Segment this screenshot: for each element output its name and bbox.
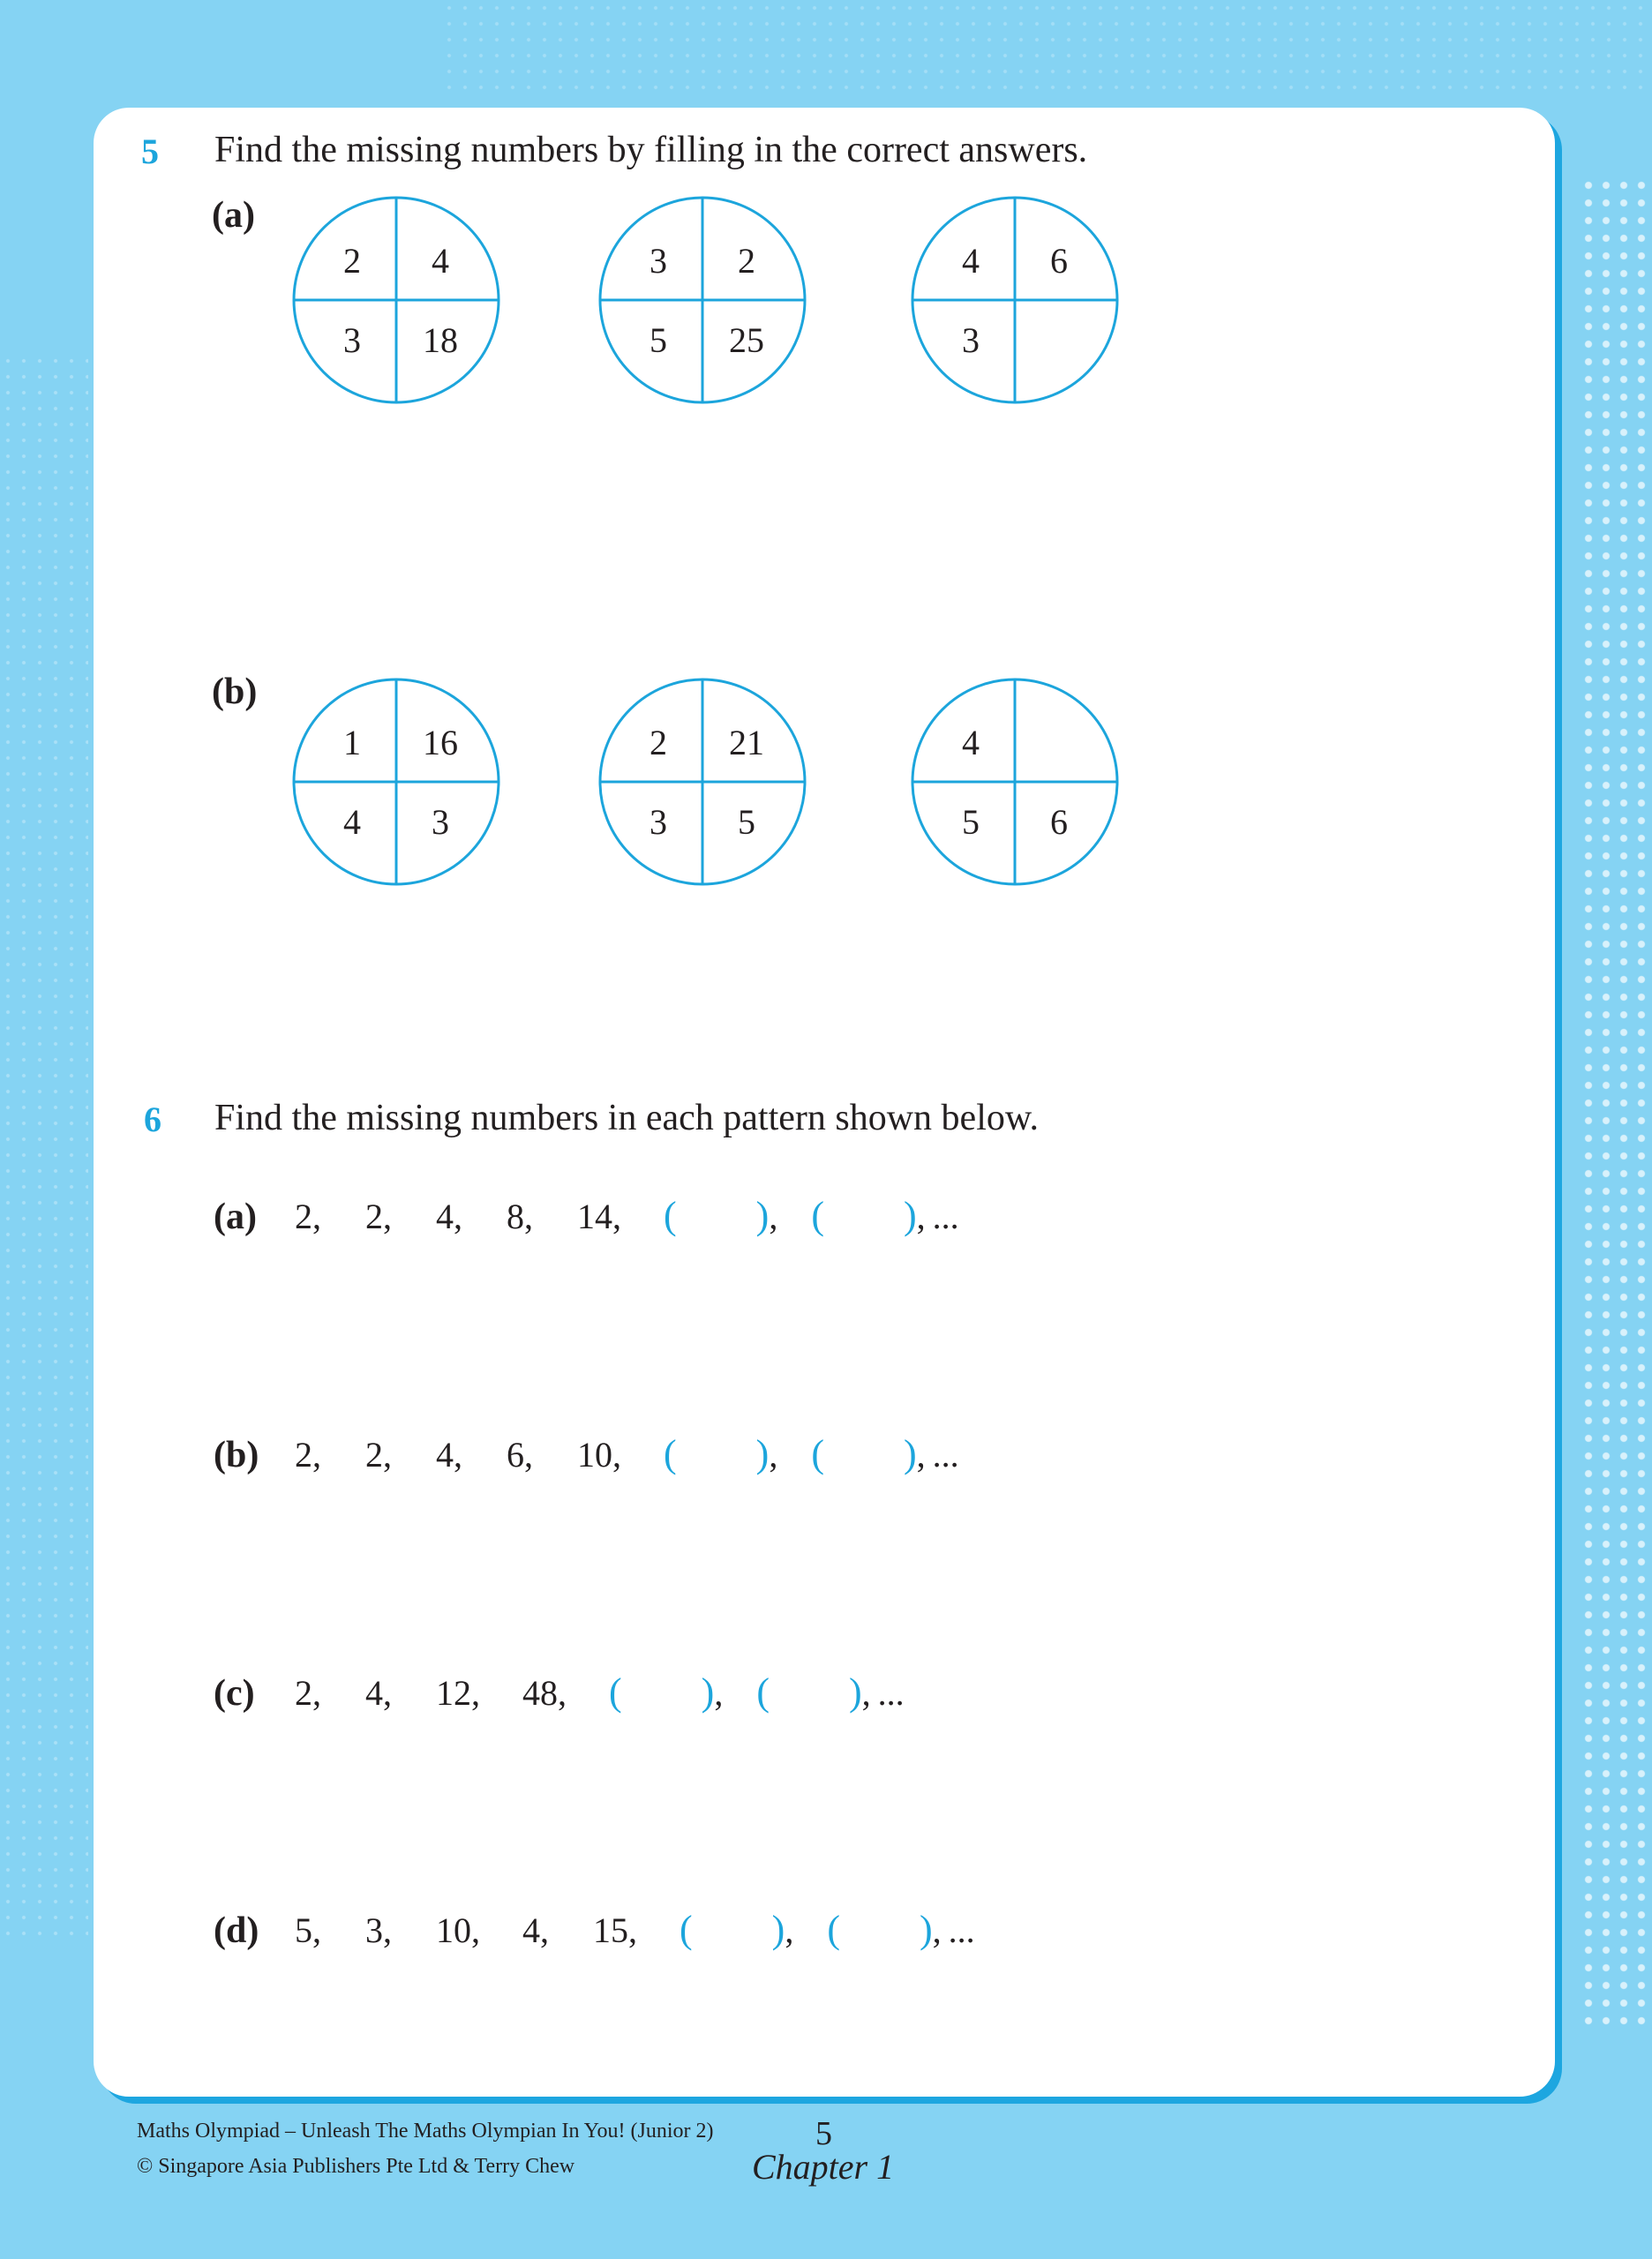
- question-5-number: 5: [141, 131, 159, 171]
- circle-outline: [911, 196, 1119, 404]
- circle-outline: [292, 678, 500, 886]
- pattern-term: 2,: [295, 1673, 321, 1713]
- close-paren: ): [848, 1670, 862, 1714]
- open-paren: (: [811, 1432, 824, 1475]
- pattern-term: 10,: [436, 1910, 480, 1950]
- circle-cell-bl: 4: [343, 802, 361, 842]
- open-paren: (: [609, 1670, 622, 1714]
- pattern-row: [214, 1431, 959, 1476]
- decorative-dots: [441, 0, 1652, 97]
- close-paren: ): [701, 1670, 715, 1714]
- open-paren: (: [756, 1670, 770, 1714]
- circle-cell-br: 25: [729, 320, 764, 360]
- circle-cell-tl: 2: [343, 241, 361, 281]
- answer-blank[interactable]: [609, 1670, 756, 1715]
- quadrant-circle: [598, 196, 807, 404]
- comma: ,: [785, 1910, 794, 1950]
- circle-cell-tr: 6: [1050, 241, 1068, 281]
- pattern-term: 2,: [295, 1197, 321, 1236]
- pattern-term: 3,: [365, 1910, 392, 1950]
- footer-book-title: Maths Olympiad – Unleash The Maths Olympian In You! (Junior 2): [137, 2120, 714, 2143]
- circle-cell-tl: 4: [962, 723, 980, 762]
- circle-cell-bl: 5: [650, 320, 667, 360]
- pattern-term: 14,: [577, 1197, 621, 1236]
- question-5b-label: (b): [212, 672, 258, 712]
- pattern-term: 6,: [507, 1435, 533, 1475]
- pattern-term: 8,: [507, 1197, 533, 1236]
- close-paren: ): [755, 1194, 770, 1237]
- question-6-text: Find the missing numbers in each pattern shown below.: [214, 1098, 1039, 1138]
- pattern-label: (b): [214, 1435, 259, 1475]
- comma: ,: [769, 1435, 778, 1475]
- circle-cell-bl: 3: [343, 320, 361, 360]
- decorative-dots: [0, 353, 88, 1941]
- circle-outline: [911, 678, 1119, 886]
- circle-cell-br: 18: [423, 320, 458, 360]
- comma: ,: [932, 1910, 942, 1950]
- pattern-term: 4,: [436, 1435, 462, 1475]
- close-paren: ): [919, 1908, 933, 1951]
- pattern-label: (d): [214, 1910, 259, 1951]
- comma: ,: [861, 1673, 871, 1713]
- circle-cell-tl: 1: [343, 723, 361, 762]
- circle-cell-tr: 2: [738, 241, 755, 281]
- open-paren: (: [664, 1432, 677, 1475]
- close-paren: ): [903, 1194, 917, 1237]
- comma: ,: [714, 1673, 724, 1713]
- open-paren: (: [680, 1908, 693, 1951]
- circle-cell-bl: 5: [962, 802, 980, 842]
- open-paren: (: [827, 1908, 840, 1951]
- question-5a-label: (a): [212, 195, 255, 236]
- open-paren: (: [811, 1194, 824, 1237]
- open-paren: (: [664, 1194, 677, 1237]
- pattern-term: 12,: [436, 1673, 480, 1713]
- ellipsis: ...: [877, 1673, 905, 1713]
- close-paren: ): [771, 1908, 785, 1951]
- pattern-term: 2,: [365, 1197, 392, 1236]
- ellipsis: ...: [948, 1910, 975, 1950]
- quadrant-circle: [598, 678, 807, 886]
- question-6-number: 6: [144, 1099, 161, 1139]
- pattern-term: 4,: [436, 1197, 462, 1236]
- quadrant-circle: [292, 196, 500, 404]
- circle-cell-tr: 4: [432, 241, 449, 281]
- circle-cell-tl: 2: [650, 723, 667, 762]
- close-paren: ): [903, 1432, 917, 1475]
- decorative-dots: [1580, 176, 1652, 2030]
- answer-blank[interactable]: [664, 1431, 811, 1476]
- circle-cell-tl: 4: [962, 241, 980, 281]
- ellipsis: ...: [932, 1435, 959, 1475]
- pattern-term: 2,: [295, 1435, 321, 1475]
- comma: ,: [916, 1197, 926, 1236]
- pattern-term: 2,: [365, 1435, 392, 1475]
- close-paren: ): [755, 1432, 770, 1475]
- circle-cell-br: 5: [738, 802, 755, 842]
- pattern-term: 10,: [577, 1435, 621, 1475]
- circle-cell-br: 6: [1050, 802, 1068, 842]
- comma: ,: [769, 1197, 778, 1236]
- circle-cell-tl: 3: [650, 241, 667, 281]
- question-5-text: Find the missing numbers by filling in the correct answers.: [214, 130, 1088, 170]
- circle-cell-bl: 3: [962, 320, 980, 360]
- pattern-label: (a): [214, 1197, 257, 1237]
- circle-outline: [598, 678, 807, 886]
- answer-blank[interactable]: [680, 1907, 827, 1952]
- pattern-row: [214, 1670, 905, 1715]
- ellipsis: ...: [932, 1197, 959, 1236]
- chapter-label: Chapter 1: [752, 2147, 895, 2187]
- circle-cell-bl: 3: [650, 802, 667, 842]
- pattern-term: 4,: [522, 1910, 549, 1950]
- circle-cell-tr: 16: [423, 723, 458, 762]
- pattern-term: 4,: [365, 1673, 392, 1713]
- pattern-term: 15,: [593, 1910, 637, 1950]
- pattern-label: (c): [214, 1673, 255, 1714]
- circle-outline: [598, 196, 807, 404]
- circle-outline: [292, 196, 500, 404]
- pattern-term: 5,: [295, 1910, 321, 1950]
- quadrant-circle: [292, 678, 500, 886]
- pattern-term: 48,: [522, 1673, 567, 1713]
- quadrant-circle: [911, 678, 1119, 886]
- footer-copyright: © Singapore Asia Publishers Pte Ltd & Terry Chew: [137, 2155, 575, 2178]
- circle-cell-tr: 21: [729, 723, 764, 762]
- quadrant-circle: [911, 196, 1119, 404]
- pattern-row: [214, 1907, 975, 1952]
- answer-blank[interactable]: [664, 1193, 811, 1238]
- circle-cell-br: 3: [432, 802, 449, 842]
- comma: ,: [916, 1435, 926, 1475]
- pattern-row: [214, 1193, 959, 1238]
- page-number: 5: [815, 2115, 832, 2152]
